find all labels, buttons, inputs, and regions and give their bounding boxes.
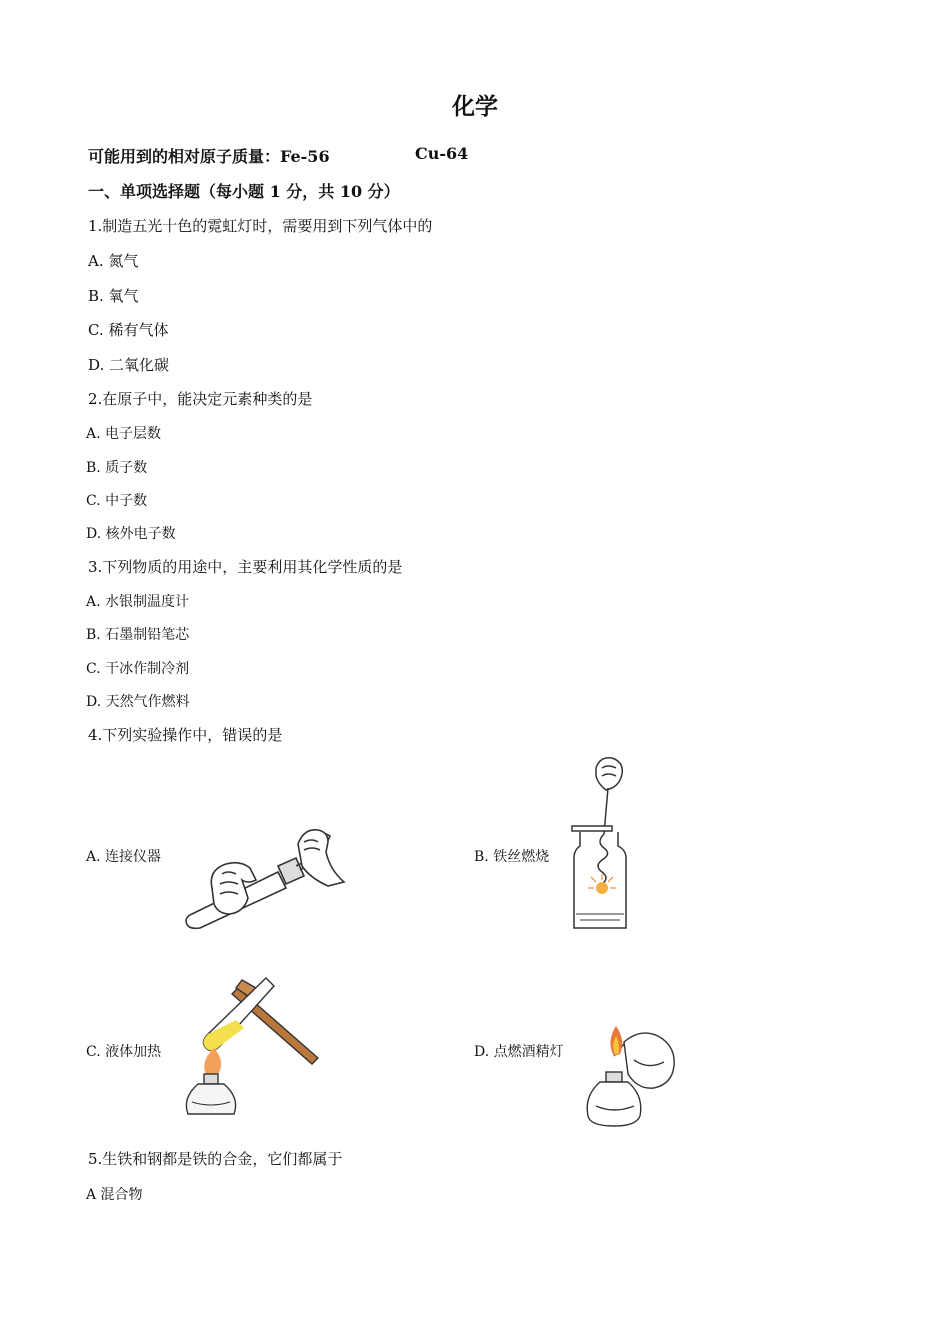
figure-connect-instruments [178, 822, 348, 932]
q4-option-b: B. 铁丝燃烧 [474, 849, 550, 865]
q2-option-a: A. 电子层数 [86, 426, 162, 442]
q1-option-c: C. 稀有气体 [88, 321, 169, 339]
figure-iron-wire-burning [566, 754, 634, 932]
q4-option-c: C. 液体加热 [86, 1044, 162, 1060]
atomic-mass-cu: Cu-64 [415, 144, 469, 163]
atomic-mass-label: 可能用到的相对原子质量：Fe-56 [88, 147, 330, 166]
q3-option-a: A. 水银制温度计 [86, 594, 190, 610]
question-3-stem: 3.下列物质的用途中，主要利用其化学性质的是 [88, 558, 403, 576]
q2-option-d: D. 核外电子数 [86, 526, 176, 542]
q2-option-b: B. 质子数 [86, 460, 148, 476]
question-2-stem: 2.在原子中，能决定元素种类的是 [88, 390, 313, 408]
q3-option-b: B. 石墨制铅笔芯 [86, 627, 190, 643]
q1-option-b: B. 氧气 [88, 287, 139, 305]
q3-option-c: C. 干冰作制冷剂 [86, 661, 190, 677]
q3-option-d: D. 天然气作燃料 [86, 694, 190, 710]
section-heading: 一、单项选择题（每小题 1 分，共 10 分） [88, 182, 400, 201]
q4-option-a: A. 连接仪器 [86, 849, 162, 865]
question-5-stem: 5.生铁和钢都是铁的合金，它们都属于 [88, 1150, 343, 1168]
q4-option-d: D. 点燃酒精灯 [474, 1044, 564, 1060]
q1-option-a: A. 氮气 [88, 252, 139, 270]
question-1-stem: 1.制造五光十色的霓虹灯时，需要用到下列气体中的 [88, 217, 433, 235]
q2-option-c: C. 中子数 [86, 493, 148, 509]
page-title: 化学 [452, 93, 498, 120]
q1-option-d: D. 二氧化碳 [88, 356, 170, 374]
q5-option-a: A 混合物 [86, 1187, 143, 1203]
figure-liquid-heating [178, 974, 326, 1124]
figure-light-alcohol-lamp [584, 1022, 680, 1130]
question-4-stem: 4.下列实验操作中，错误的是 [88, 726, 283, 744]
